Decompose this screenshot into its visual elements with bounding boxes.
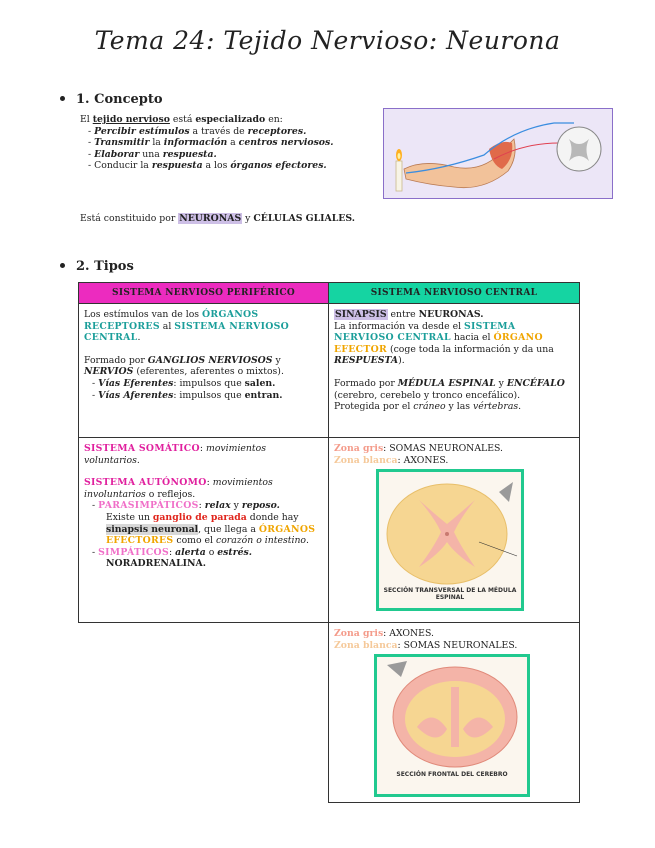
list-item: - Conducir la respuesta a los órganos efectores. <box>88 160 380 172</box>
list-item: - Vías Eferentes: impulsos que salen. <box>92 377 276 389</box>
constituted-text: Está constituido por NEURONAS y CÉLULAS GLIALES. <box>80 213 355 224</box>
bullet-dot <box>60 263 65 268</box>
tipos-table <box>78 282 580 803</box>
cell-snc-description: SINAPSIS entre NEURONAS. La información va desde el SISTEMA NERVIOSO CENTRAL hacia el ÓRGANO EFECTOR (coge toda la información y da una RESPUESTA). Formado por MÉDULA ESPINAL y ENCÉFALO (cerebro, cerebelo y tronco encefálico). Protegida por el cráneo y las vértebras. <box>329 304 580 438</box>
concept-text: El tejido nervioso está especializado en: - Percibir estímulos a través de receptores. - Transmitir la información a centros nerviosos. - Elaborar una respuesta. - Conducir la respuesta a los órganos efectores. <box>80 114 380 172</box>
cerebro-figure <box>374 654 530 797</box>
header-snp: SISTEMA NERVIOSO PERIFÉRICO <box>79 283 329 304</box>
list-item: - Transmitir la información a centros nerviosos. <box>88 137 380 149</box>
list-item: - Elaborar una respuesta. <box>88 149 380 161</box>
cell-snp-description: Los estímulos van de los ÓRGANOS RECEPTORES al SISTEMA NERVIOSO CENTRAL. Formado por GANGLIOS NERVIOSOS y NERVIOS (eferentes, aferentes o mixtos). - Vías Eferentes: impulsos que salen. - Vías Aferentes: impulsos que entran. <box>79 304 329 438</box>
concept-list <box>80 126 380 172</box>
medula-figure <box>376 469 524 611</box>
neuronas-highlight: NEURONAS <box>179 213 242 224</box>
cell-medula-espinal: Zona gris: SOMAS NEURONALES. Zona blanca: AXONES. SECCIÓN TRANSVERSAL DE LA MÉDULA ESPINAL <box>329 438 580 623</box>
list-item: - Percibir estímulos a través de receptores. <box>88 126 380 138</box>
section-heading-concepto: 1. Concepto <box>60 92 163 107</box>
cell-somatico-autonomo: SISTEMA SOMÁTICO: movimientos voluntarios. SISTEMA AUTÓNOMO: movimientos involuntarios o reflejos. - PARASIMPÁTICOS: relax y reposo. Existe un ganglio de parada donde hay sinapsis neuronal, que llega a ÓRGANOS EFECTORES como el corazón o intestino. - SIMPÁTICOS: alerta o estrés. NORADRENALINA. <box>79 438 329 623</box>
header-snc: SISTEMA NERVIOSO CENTRAL <box>329 283 580 304</box>
reflex-arc-illustration <box>383 108 613 199</box>
list-item: - Vías Aferentes: impulsos que entran. <box>92 389 283 401</box>
cell-cerebro: Zona gris: AXONES. Zona blanca: SOMAS NEURONALES. SECCIÓN FRONTAL DEL CEREBRO <box>329 623 580 803</box>
empty-cell <box>79 623 329 803</box>
list-item: - SIMPÁTICOS: alerta o estrés. <box>92 546 252 558</box>
cerebro-caption: SECCIÓN FRONTAL DEL CEREBRO <box>396 771 508 779</box>
bullet-dot <box>60 96 65 101</box>
section-heading-tipos: 2. Tipos <box>60 259 134 274</box>
list-item: - PARASIMPÁTICOS: relax y reposo. <box>92 500 280 512</box>
medula-caption: SECCIÓN TRANSVERSAL DE LA MÉDULA ESPINAL <box>383 587 517 602</box>
page-title: Tema 24: Tejido Nervioso: Neurona <box>94 26 561 55</box>
